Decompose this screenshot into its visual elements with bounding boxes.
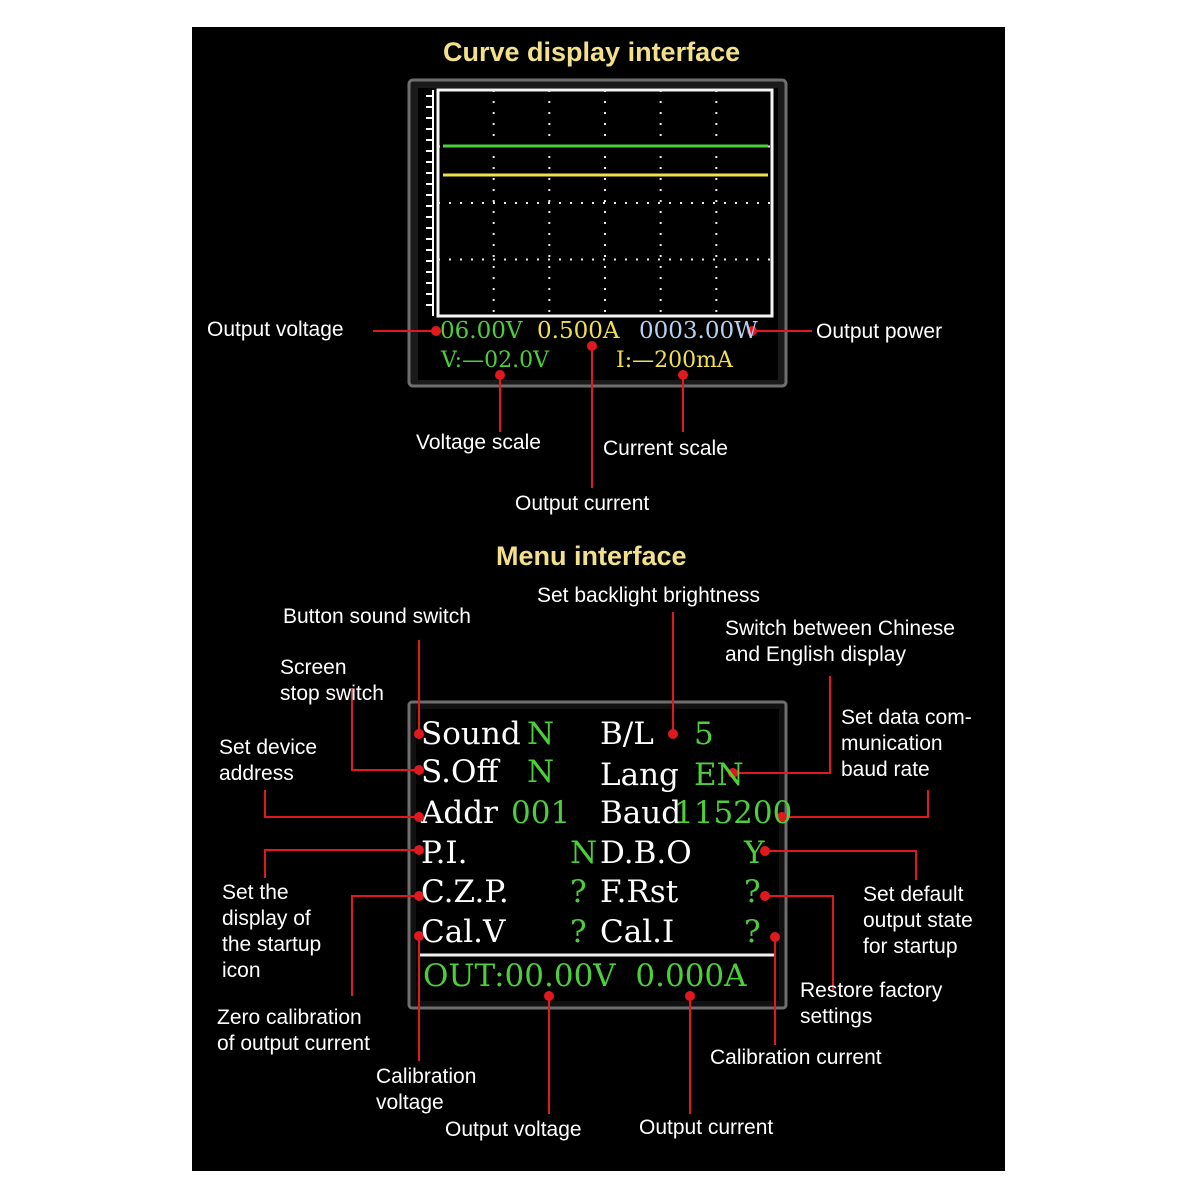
menu-val-screen-off: N	[527, 754, 555, 790]
label-default-state-2: output state	[863, 909, 973, 932]
menu-val-default-output: Y	[744, 835, 765, 871]
menu-val-sound: N	[527, 716, 555, 752]
label-address-2: address	[219, 762, 294, 785]
menu-key-default-output: D.B.O	[600, 835, 692, 871]
label-cal-current: Calibration current	[710, 1046, 882, 1069]
menu-val-backlight: 5	[694, 716, 714, 752]
label-factory-2: settings	[800, 1005, 873, 1028]
label-lang-2: and English display	[725, 643, 906, 666]
curve-current-readout: 0.500A	[537, 318, 620, 344]
label-baud-3: baud rate	[841, 758, 930, 781]
menu-val-cal-current: ?	[744, 914, 761, 950]
curve-heading: Curve display interface	[443, 37, 741, 67]
label-startup-icon-2: display of	[222, 907, 311, 930]
label-zero-cal-1: Zero calibration	[217, 1006, 362, 1029]
menu-key-cal-current: Cal.I	[600, 914, 675, 950]
label-address-1: Set device	[219, 736, 318, 759]
menu-val-zero-cal: ?	[570, 874, 587, 910]
menu-val-factory-reset: ?	[744, 874, 761, 910]
label-curve-output-current: Output current	[515, 492, 650, 515]
menu-key-screen-off: S.Off	[421, 754, 499, 790]
label-lang-1: Switch between Chinese	[725, 617, 955, 640]
menu-key-addr: Addr	[421, 795, 498, 831]
label-cal-voltage-1: Calibration	[376, 1065, 477, 1088]
label-startup-icon-3: the startup	[222, 933, 322, 956]
label-startup-icon-4: icon	[222, 959, 261, 982]
menu-key-backlight: B/L	[600, 716, 654, 752]
menu-output-line: OUT:00.00V 0.000A	[423, 958, 747, 994]
label-curve-output-power: Output power	[816, 320, 943, 343]
label-default-state-3: for startup	[863, 935, 958, 958]
curve-power-readout: 0003.00W	[639, 318, 758, 344]
label-startup-icon-1: Set the	[222, 881, 289, 904]
label-voltage-scale: Voltage scale	[416, 431, 541, 454]
label-baud-2: munication	[841, 732, 943, 755]
menu-heading: Menu interface	[496, 541, 687, 571]
menu-key-zero-cal: C.Z.P.	[421, 874, 509, 910]
label-screen-stop-2: stop switch	[280, 682, 384, 705]
menu-val-baud: 115200	[674, 795, 793, 831]
curve-voltage-readout: 06.00V	[440, 318, 523, 344]
label-screen-stop-1: Screen	[280, 656, 347, 679]
curve-current-scale: I:—200mA	[616, 348, 733, 373]
label-baud-1: Set data com-	[841, 706, 972, 729]
label-backlight: Set backlight brightness	[537, 584, 760, 607]
menu-key-power-icon: P.I.	[421, 835, 468, 871]
menu-val-lang: EN	[694, 757, 744, 793]
label-factory-1: Restore factory	[800, 979, 943, 1002]
label-current-scale: Current scale	[603, 437, 728, 460]
menu-key-factory-reset: F.Rst	[600, 874, 679, 910]
menu-key-sound: Sound	[421, 716, 521, 752]
label-cal-voltage-2: voltage	[376, 1091, 444, 1114]
label-zero-cal-2: of output current	[217, 1032, 370, 1055]
label-button-sound: Button sound switch	[283, 605, 471, 628]
label-menu-output-current: Output current	[639, 1116, 774, 1139]
label-default-state-1: Set default	[863, 883, 964, 906]
menu-key-cal-voltage: Cal.V	[421, 914, 506, 950]
menu-val-cal-voltage: ?	[570, 914, 587, 950]
menu-val-addr: 001	[511, 795, 571, 831]
curve-voltage-scale: V:—02.0V	[441, 348, 549, 373]
label-menu-output-voltage: Output voltage	[445, 1118, 582, 1141]
menu-val-power-icon: N	[570, 835, 598, 871]
menu-key-lang: Lang	[600, 757, 679, 793]
menu-key-baud: Baud	[600, 795, 682, 831]
label-curve-output-voltage: Output voltage	[207, 318, 344, 341]
